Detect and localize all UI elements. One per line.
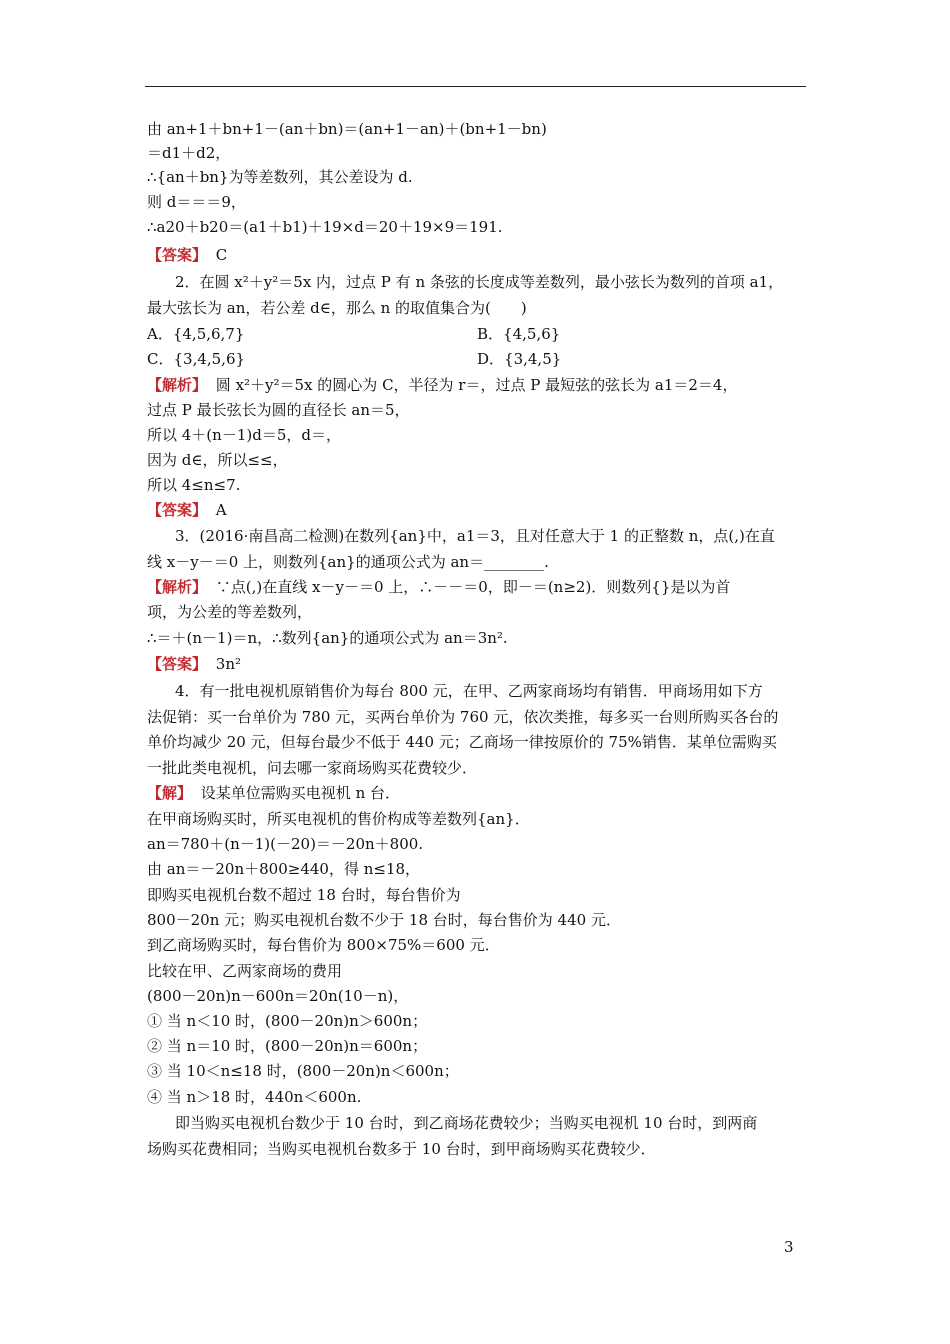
text-line: 在甲商场购买时，所买电视机的售价构成等差数列{an}． [147,810,530,828]
text-line: (800－20n)n－600n＝20n(10－n)， [147,987,409,1005]
answer-value: 3n² [215,655,242,673]
q3-stem: 3．(2016·南昌高二检测)在数列{an}中，a1＝3，且对任意大于 1 的正整数 n，点(,)在直 [175,527,775,545]
option-a: A．{4,5,6,7} [147,325,245,343]
q4-conclusion: 场购买花费相同；当购买电视机台数多于 10 台时，到甲商场购买花费较少． [147,1140,656,1158]
text-line: 800－20n 元；购买电视机台数不少于 18 台时，每台售价为 440 元． [147,911,621,929]
page-number: 3 [784,1238,794,1256]
text-line: 则 d＝＝＝9， [147,193,246,211]
analysis-text: ∵点(,)在直线 x－y－＝0 上，∴－－＝0，即－＝(n≥2)．则数列{}是以为首 [215,578,731,596]
text-line: 项，为公差的等差数列， [147,603,313,621]
answer-tag: 【答案】 [147,655,208,673]
q4-stem: 法促销：买一台单价为 780 元，买两台单价为 760 元，依次类推，每多买一台则所购买各台的 [147,708,779,726]
q4-stem: 单价均减少 20 元，但每台最少不低于 440 元；乙商场一律按原价的 75%销售．某单位需购买 [147,733,777,751]
text-line: ② 当 n＝10 时，(800－20n)n＝600n； [147,1037,428,1055]
q1-answer [147,244,807,266]
q3-stem: 线 x－y－＝0 上，则数列{an}的通项公式为 an＝________. [147,553,549,571]
text-line: ① 当 n＜10 时，(800－20n)n＞600n； [147,1012,428,1030]
q3-answer [147,653,807,675]
answer-tag: 【答案】 [147,501,208,519]
q4-stem: 一批此类电视机，问去哪一家商场购买花费较少． [147,759,478,777]
option-c: C．{3,4,5,6} [147,350,246,368]
answer-value: A [215,501,227,519]
text-line: 到乙商场购买时，每台售价为 800×75%＝600 元． [147,936,500,954]
q2-options-row1 [147,323,807,345]
q4-stem: 4．有一批电视机原销售价为每台 800 元，在甲、乙两家商场均有销售．甲商场用如下方 [175,682,763,700]
text-line: 即购买电视机台数不超过 18 台时，每台售价为 [147,886,461,904]
solution-text: 设某单位需购买电视机 n 台． [200,784,400,802]
answer-value: C [215,246,228,264]
analysis-tag: 【解析】 [147,376,208,394]
text-line: 所以 4≤n≤7. [147,476,241,494]
text-line: an＝780＋(n－1)(－20)＝－20n＋800. [147,835,424,853]
q3-analysis [147,576,807,598]
header-rule [145,86,806,87]
q4-solution [147,782,807,804]
text-line: ∴{an＋bn}为等差数列，其公差设为 d. [147,168,413,186]
q2-stem: 最大弦长为 an，若公差 d∈，那么 n 的取值集合为( ) [147,299,527,317]
text-line: ∴a20＋b20＝(a1＋b1)＋19×d＝20＋19×9＝191. [147,218,503,236]
option-d: D．{3,4,5} [477,350,562,368]
answer-tag: 【答案】 [147,246,208,264]
text-line: ③ 当 10＜n≤18 时，(800－20n)n＜600n； [147,1062,459,1080]
analysis-text: 圆 x²＋y²＝5x 的圆心为 C，半径为 r＝，过点 P 最短弦的弦长为 a1＝2＝4， [215,376,738,394]
solution-tag: 【解】 [147,784,193,802]
option-b: B．{4,5,6} [477,325,561,343]
q2-options-row2 [147,348,807,370]
q2-analysis [147,374,807,396]
text-line: 所以 4＋(n－1)d＝5，d＝， [147,426,341,444]
text-line: 因为 d∈，所以≤≤， [147,451,288,469]
text-line: ④ 当 n＞18 时，440n＜600n. [147,1088,362,1106]
q2-answer [147,499,807,521]
text-line: 由 an＝－20n＋800≥440，得 n≤18， [147,860,421,878]
q4-conclusion: 即当购买电视机台数少于 10 台时，到乙商场花费较少；当购买电视机 10 台时，到两商 [175,1114,758,1132]
analysis-tag: 【解析】 [147,578,208,596]
text-line: 由 an+1＋bn+1－(an＋bn)＝(an+1－an)＋(bn+1－bn) [147,120,547,138]
text-line: 过点 P 最长弦长为圆的直径长 an＝5， [147,401,410,419]
q2-stem: 2．在圆 x²＋y²＝5x 内，过点 P 有 n 条弦的长度成等差数列，最小弦长为数列的首项 a1， [175,273,784,291]
text-line: ＝d1＋d2， [147,144,231,162]
text-line: ∴＝＋(n－1)＝n，∴数列{an}的通项公式为 an＝3n². [147,629,508,647]
text-line: 比较在甲、乙两家商场的费用 [147,962,343,980]
